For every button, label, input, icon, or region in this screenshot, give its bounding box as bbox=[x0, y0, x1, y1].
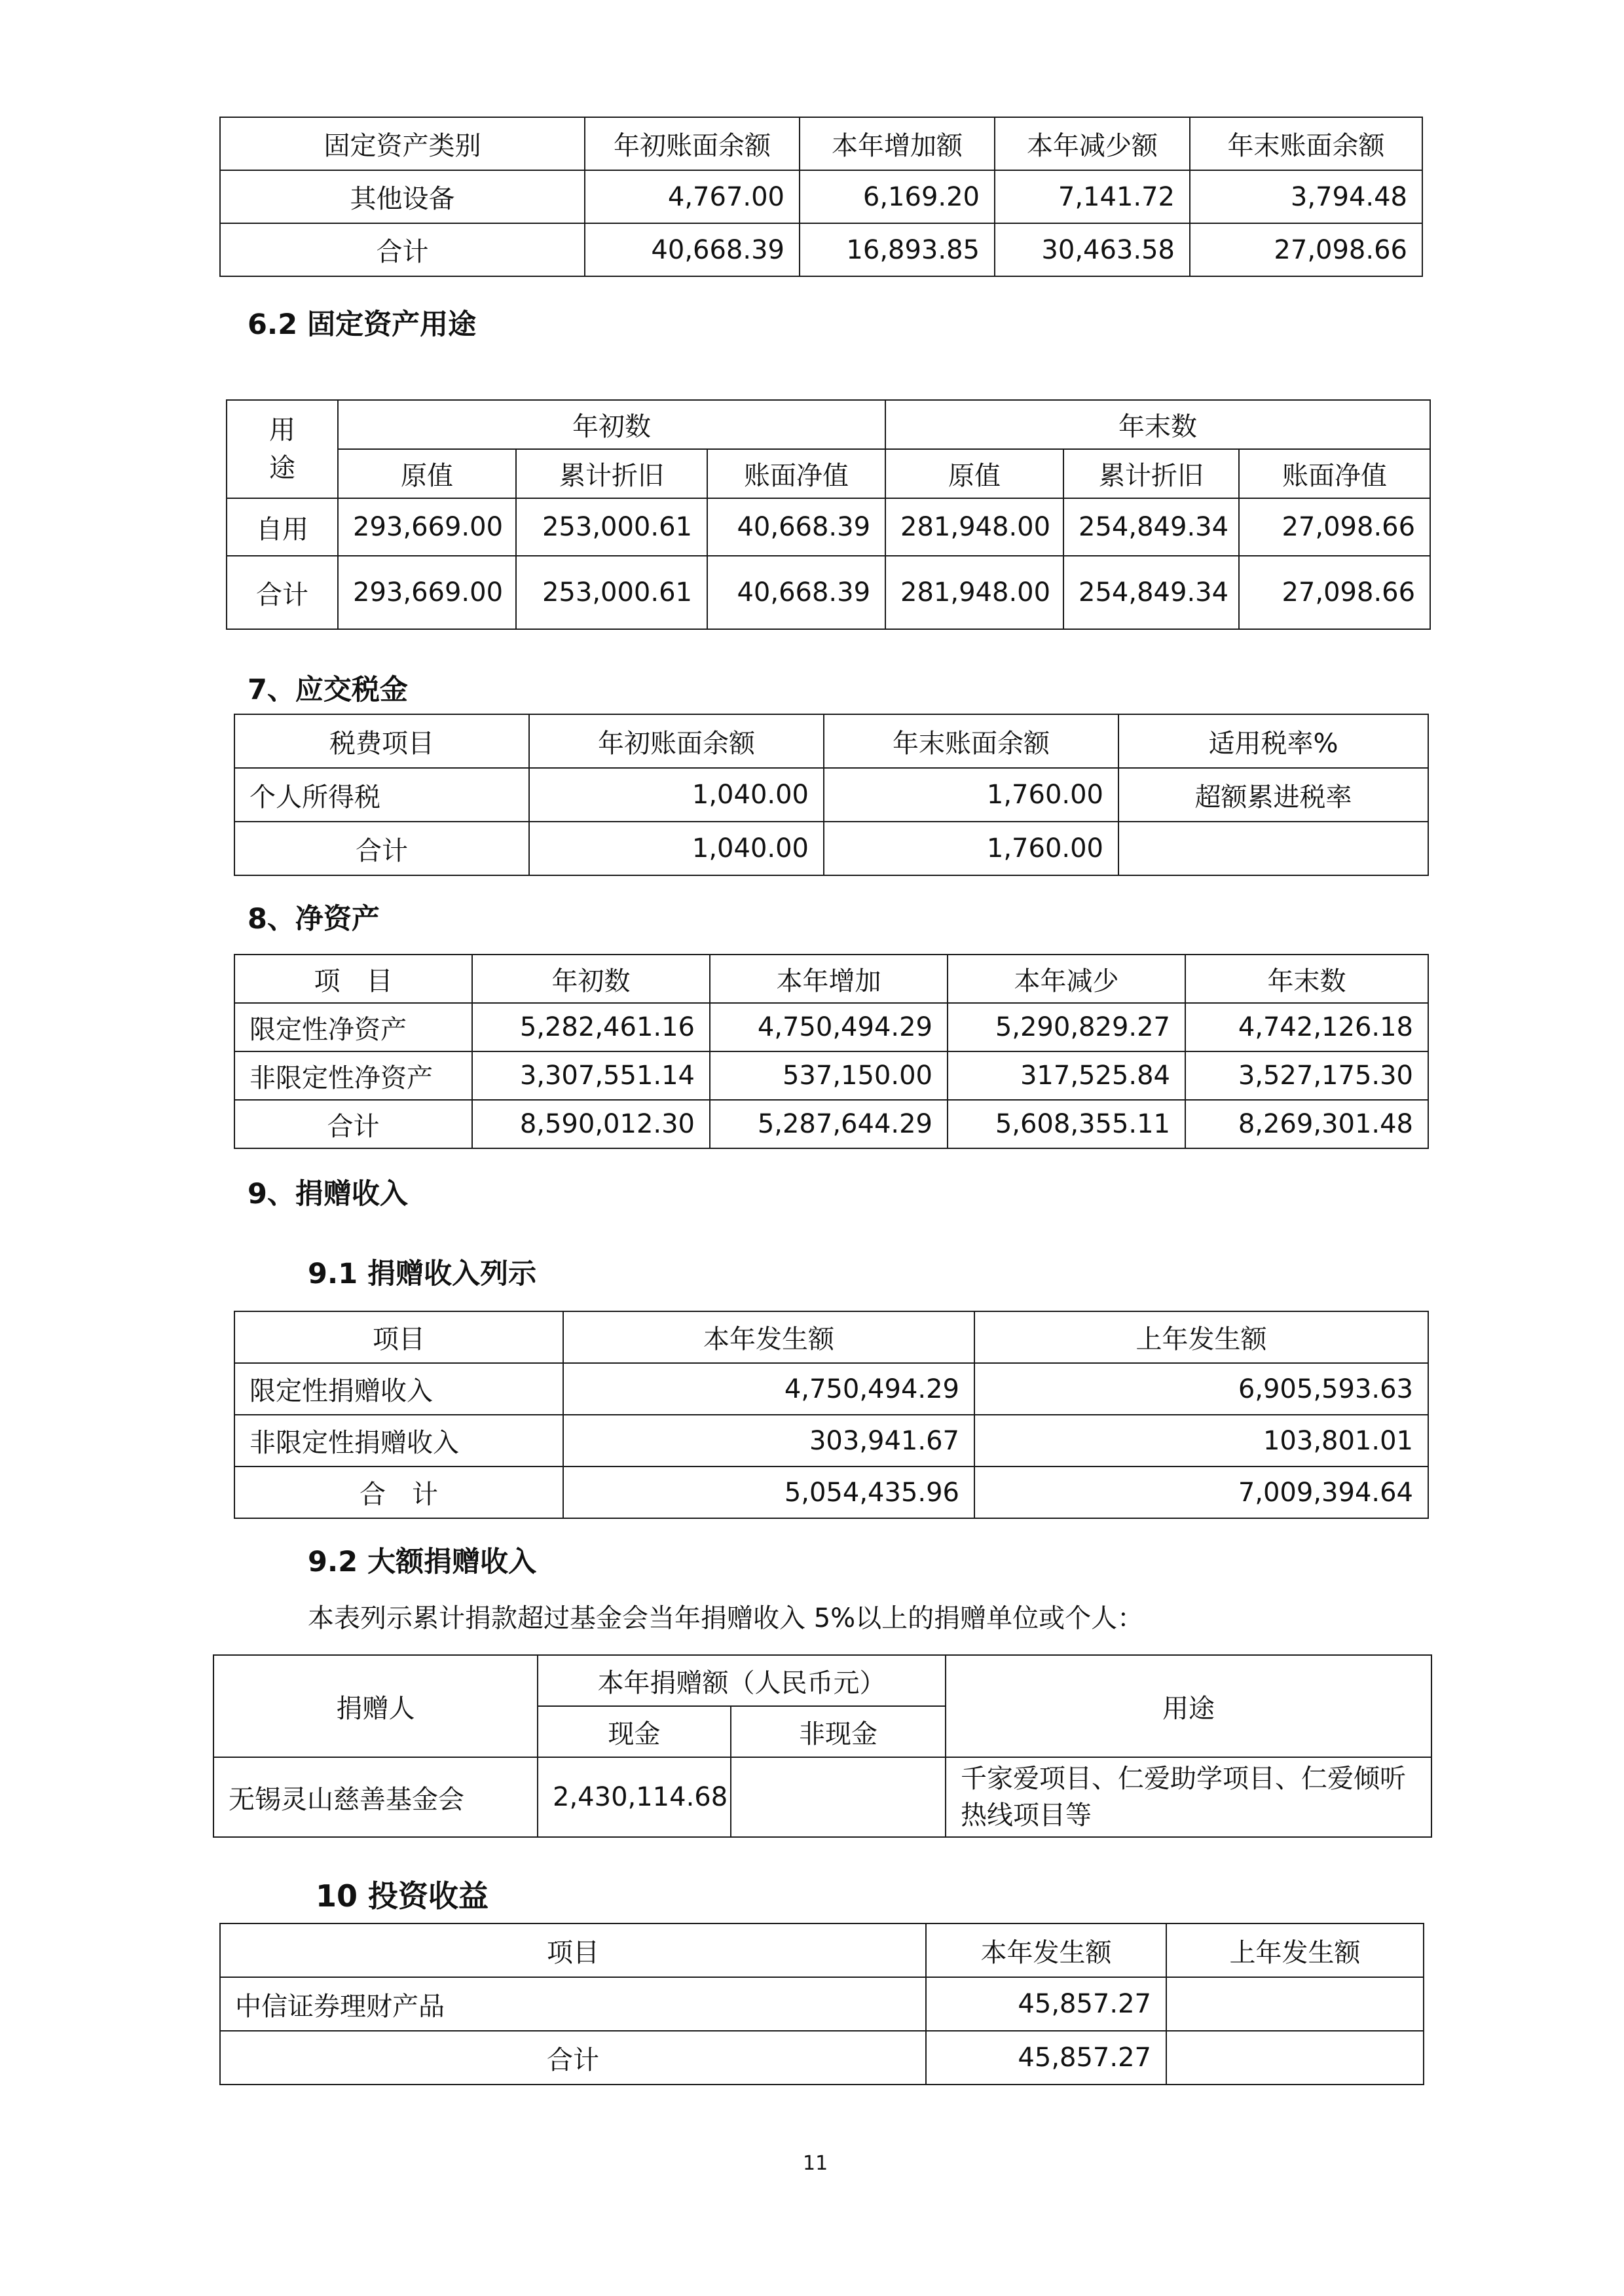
table-row bbox=[234, 1415, 1428, 1467]
value-cell: 30,463.58 bbox=[995, 223, 1190, 276]
value-cell: 253,000.61 bbox=[516, 556, 707, 629]
value-cell: 254,849.34 bbox=[1063, 498, 1239, 556]
value-cell: 45,857.27 bbox=[926, 1977, 1166, 2031]
subsection-title: 9.2 大额捐赠收入 bbox=[308, 1546, 537, 1578]
donor-cell: 无锡灵山慈善基金会 bbox=[213, 1757, 538, 1837]
group-header-end: 年末数 bbox=[885, 400, 1430, 449]
value-cell: 5,608,355.11 bbox=[948, 1100, 1185, 1148]
value-cell: 293,669.00 bbox=[338, 498, 516, 556]
row-label: 合计 bbox=[227, 556, 338, 629]
value-cell: 303,941.67 bbox=[563, 1415, 974, 1467]
row-label: 合计 bbox=[234, 1100, 472, 1148]
noncash-header: 非现金 bbox=[731, 1706, 946, 1757]
value-cell: 6,905,593.63 bbox=[974, 1363, 1428, 1415]
section-title: 7、应交税金 bbox=[248, 674, 408, 706]
value-cell: 3,794.48 bbox=[1190, 170, 1422, 223]
large-donation-table bbox=[213, 1654, 1432, 1838]
value-cell bbox=[1166, 2031, 1424, 2085]
value-cell: 5,290,829.27 bbox=[948, 1003, 1185, 1051]
header-cell: 年末账面余额 bbox=[824, 714, 1118, 768]
table-row bbox=[234, 822, 1428, 875]
table-row bbox=[220, 1977, 1424, 2031]
value-cell: 8,269,301.48 bbox=[1185, 1100, 1428, 1148]
section-title: 6.2 固定资产用途 bbox=[248, 308, 477, 341]
table-row bbox=[234, 1003, 1428, 1051]
value-cell: 4,750,494.29 bbox=[710, 1003, 948, 1051]
header-cell: 适用税率% bbox=[1118, 714, 1428, 768]
row-label: 合计 bbox=[220, 223, 585, 276]
value-cell: 293,669.00 bbox=[338, 556, 516, 629]
table-row bbox=[234, 1051, 1428, 1100]
table-row bbox=[213, 1757, 1431, 1837]
value-cell: 103,801.01 bbox=[974, 1415, 1428, 1467]
page-number: 11 bbox=[803, 2152, 828, 2175]
value-cell: 1,040.00 bbox=[529, 768, 824, 822]
use-cell: 千家爱项目、仁爱助学项目、仁爱倾听热线项目等 bbox=[946, 1757, 1431, 1837]
value-cell: 537,150.00 bbox=[710, 1051, 948, 1100]
header-cell: 年末账面余额 bbox=[1190, 117, 1422, 170]
donor-header: 捐赠人 bbox=[213, 1655, 538, 1757]
cash-header: 现金 bbox=[538, 1706, 731, 1757]
header-cell: 本年减少 bbox=[948, 955, 1185, 1003]
value-cell: 4,742,126.18 bbox=[1185, 1003, 1428, 1051]
table-row bbox=[220, 170, 1422, 223]
row-label: 限定性净资产 bbox=[234, 1003, 472, 1051]
row-label: 合计 bbox=[220, 2031, 926, 2085]
header-cell: 本年增加 bbox=[710, 955, 948, 1003]
row-label: 其他设备 bbox=[220, 170, 585, 223]
row-label: 非限定性净资产 bbox=[234, 1051, 472, 1100]
subheader-cell: 账面净值 bbox=[707, 449, 885, 498]
subheader-cell: 累计折旧 bbox=[1063, 449, 1239, 498]
header-cell: 本年发生额 bbox=[926, 1923, 1166, 1977]
value-cell: 1,760.00 bbox=[824, 768, 1118, 822]
fixed-assets-table bbox=[219, 117, 1423, 277]
tax-rate-cell bbox=[1118, 822, 1428, 875]
header-cell: 上年发生额 bbox=[974, 1311, 1428, 1363]
net-assets-table bbox=[234, 954, 1429, 1149]
value-cell: 1,760.00 bbox=[824, 822, 1118, 875]
noncash-cell bbox=[731, 1757, 946, 1837]
table-row bbox=[227, 556, 1430, 629]
value-cell: 8,590,012.30 bbox=[472, 1100, 710, 1148]
value-cell: 3,307,551.14 bbox=[472, 1051, 710, 1100]
subsection-title: 9.1 捐赠收入列示 bbox=[308, 1258, 537, 1290]
value-cell: 281,948.00 bbox=[885, 498, 1063, 556]
value-cell: 40,668.39 bbox=[707, 498, 885, 556]
header-cell: 本年减少额 bbox=[995, 117, 1190, 170]
value-cell: 281,948.00 bbox=[885, 556, 1063, 629]
header-cell: 本年增加额 bbox=[800, 117, 995, 170]
value-cell: 5,287,644.29 bbox=[710, 1100, 948, 1148]
table-row bbox=[220, 2031, 1424, 2085]
header-cell: 项目 bbox=[234, 1311, 563, 1363]
table-note: 本表列示累计捐款超过基金会当年捐赠收入 5%以上的捐赠单位或个人： bbox=[308, 1603, 1144, 1633]
row-label: 个人所得税 bbox=[234, 768, 529, 822]
section-title: 10 投资收益 bbox=[316, 1878, 489, 1914]
header-cell: 本年发生额 bbox=[563, 1311, 974, 1363]
row-label: 合 计 bbox=[234, 1467, 563, 1518]
value-cell: 27,098.66 bbox=[1239, 556, 1430, 629]
value-cell: 40,668.39 bbox=[585, 223, 800, 276]
value-cell: 4,767.00 bbox=[585, 170, 800, 223]
row-label: 自用 bbox=[227, 498, 338, 556]
header-cell: 年初账面余额 bbox=[585, 117, 800, 170]
tax-rate-cell: 超额累进税率 bbox=[1118, 768, 1428, 822]
group-header-begin: 年初数 bbox=[338, 400, 885, 449]
value-cell: 3,527,175.30 bbox=[1185, 1051, 1428, 1100]
subheader-cell: 原值 bbox=[338, 449, 516, 498]
header-cell: 固定资产类别 bbox=[220, 117, 585, 170]
value-cell bbox=[1166, 1977, 1424, 2031]
header-cell: 项目 bbox=[220, 1923, 926, 1977]
cash-cell: 2,430,114.68 bbox=[538, 1757, 731, 1837]
value-cell: 317,525.84 bbox=[948, 1051, 1185, 1100]
value-cell: 27,098.66 bbox=[1239, 498, 1430, 556]
value-cell: 5,054,435.96 bbox=[563, 1467, 974, 1518]
header-cell: 年末数 bbox=[1185, 955, 1428, 1003]
subheader-cell: 账面净值 bbox=[1239, 449, 1430, 498]
section-title: 9、捐赠收入 bbox=[248, 1178, 408, 1211]
table-row bbox=[234, 1363, 1428, 1415]
fixed-asset-usage-table bbox=[226, 399, 1431, 630]
header-cell: 年初数 bbox=[472, 955, 710, 1003]
table-row bbox=[234, 768, 1428, 822]
row-label: 限定性捐赠收入 bbox=[234, 1363, 563, 1415]
value-cell: 7,141.72 bbox=[995, 170, 1190, 223]
value-cell: 253,000.61 bbox=[516, 498, 707, 556]
value-cell: 7,009,394.64 bbox=[974, 1467, 1428, 1518]
value-cell: 1,040.00 bbox=[529, 822, 824, 875]
subheader-cell: 累计折旧 bbox=[516, 449, 707, 498]
value-cell: 16,893.85 bbox=[800, 223, 995, 276]
amount-header: 本年捐赠额（人民币元） bbox=[538, 1655, 946, 1706]
table-row bbox=[234, 1100, 1428, 1148]
table-row bbox=[220, 223, 1422, 276]
section-title: 8、净资产 bbox=[248, 903, 380, 936]
header-cell: 上年发生额 bbox=[1166, 1923, 1424, 1977]
tax-payable-table bbox=[234, 714, 1429, 876]
row-label: 中信证券理财产品 bbox=[220, 1977, 926, 2031]
donation-income-table bbox=[234, 1311, 1429, 1519]
table-row bbox=[227, 498, 1430, 556]
value-cell: 27,098.66 bbox=[1190, 223, 1422, 276]
value-cell: 6,169.20 bbox=[800, 170, 995, 223]
value-cell: 4,750,494.29 bbox=[563, 1363, 974, 1415]
row-label: 合计 bbox=[234, 822, 529, 875]
header-cell: 项 目 bbox=[234, 955, 472, 1003]
use-header: 用途 bbox=[946, 1655, 1431, 1757]
subheader-cell: 原值 bbox=[885, 449, 1063, 498]
usage-corner-header: 用 途 bbox=[227, 400, 338, 498]
value-cell: 45,857.27 bbox=[926, 2031, 1166, 2085]
table-row bbox=[234, 1467, 1428, 1518]
header-cell: 年初账面余额 bbox=[529, 714, 824, 768]
header-cell: 税费项目 bbox=[234, 714, 529, 768]
row-label: 非限定性捐赠收入 bbox=[234, 1415, 563, 1467]
value-cell: 40,668.39 bbox=[707, 556, 885, 629]
value-cell: 254,849.34 bbox=[1063, 556, 1239, 629]
investment-income-table bbox=[219, 1923, 1424, 2085]
value-cell: 5,282,461.16 bbox=[472, 1003, 710, 1051]
